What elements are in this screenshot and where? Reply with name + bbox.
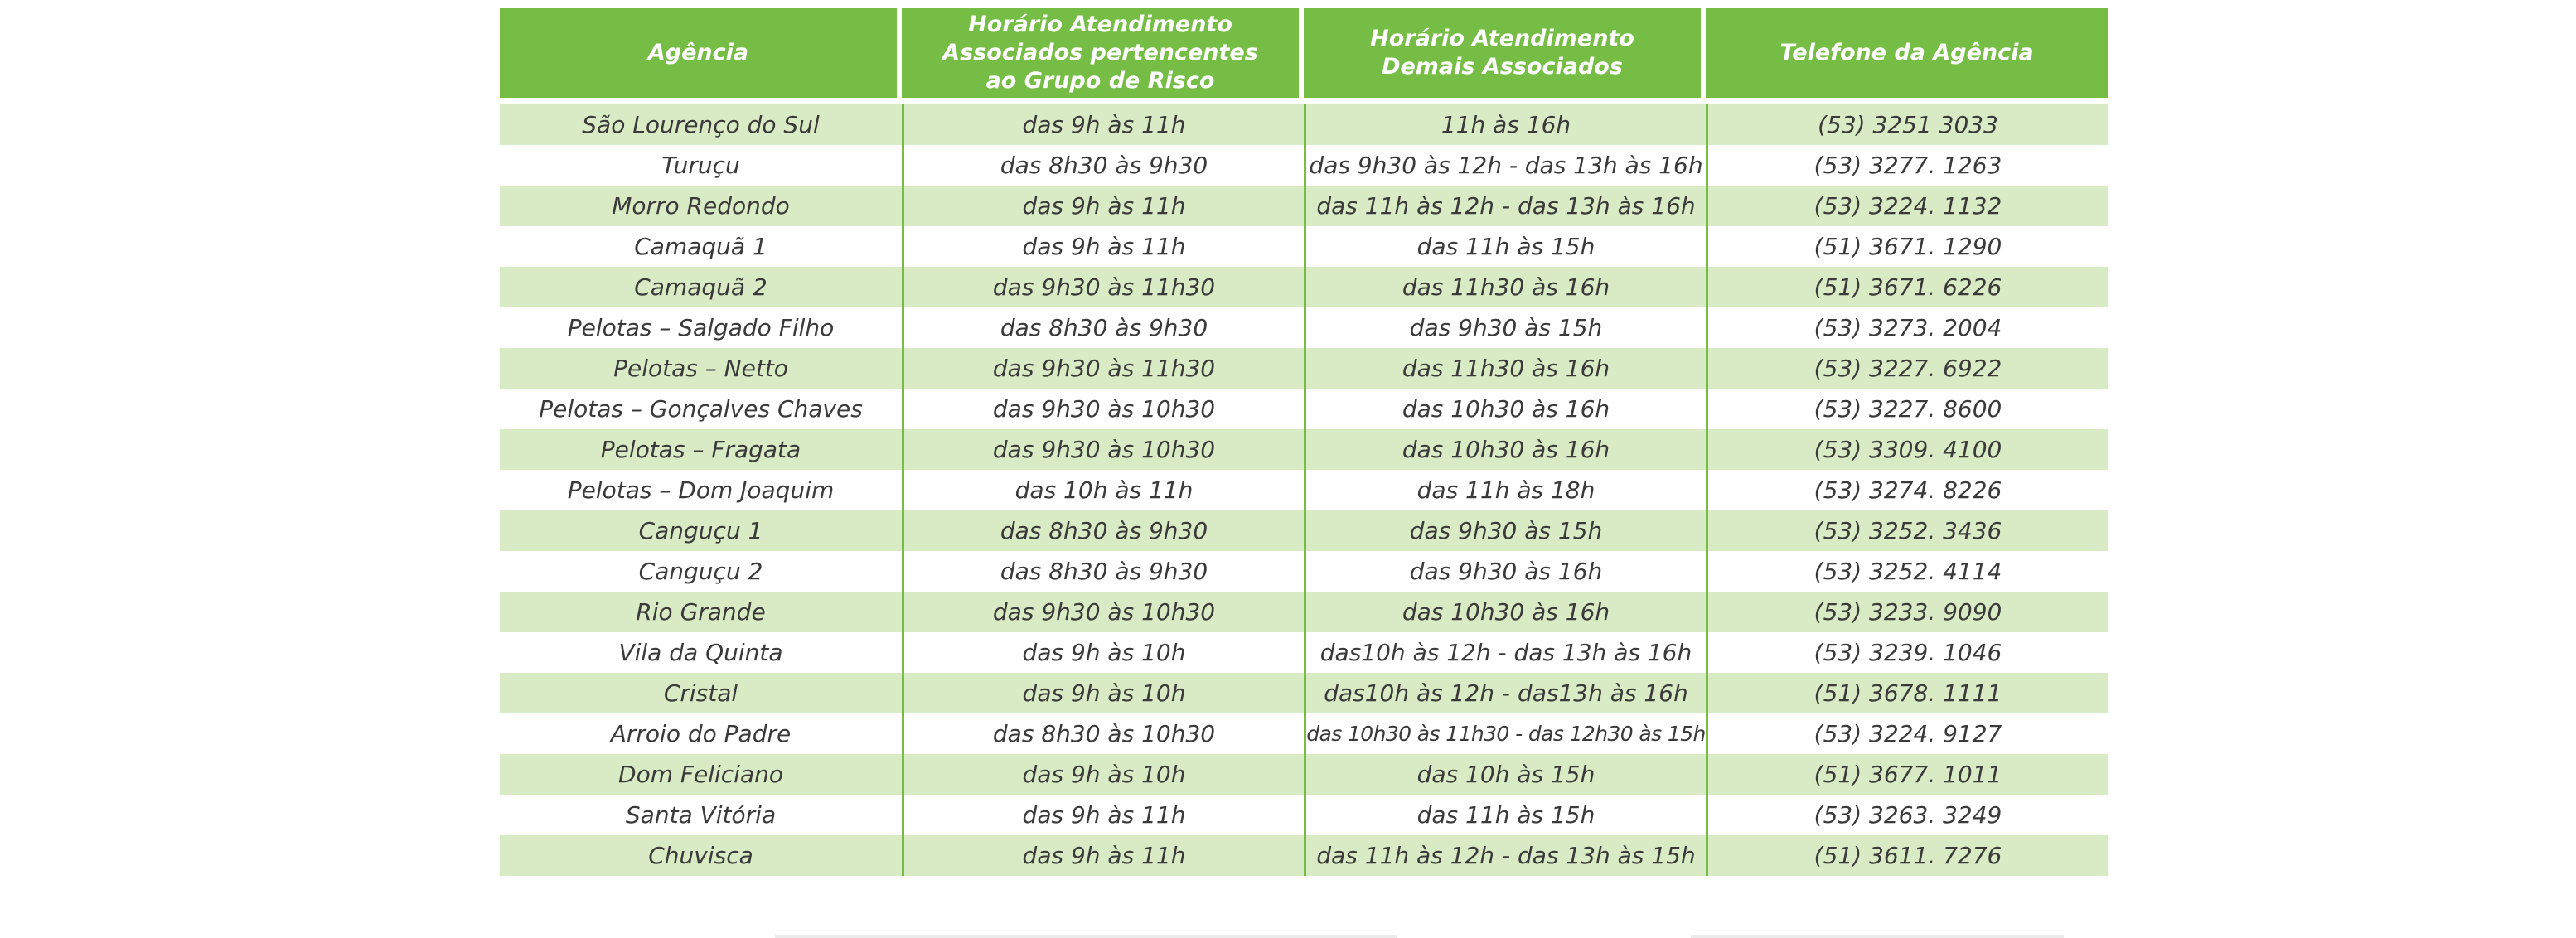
cell-horario-grupo-risco: das 9h30 às 10h30 (902, 592, 1304, 632)
table-row (500, 673, 2108, 713)
cell-telefone: (53) 3252. 4114 (1706, 551, 2108, 592)
cell-horario-grupo-risco: das 9h30 às 10h30 (902, 429, 1304, 470)
cell-horario-demais: das 9h30 às 12h - das 13h às 16h (1304, 145, 1706, 186)
cell-agencia: Morro Redondo (500, 186, 902, 226)
table-row (500, 632, 2108, 673)
cell-agencia: Camaquã 2 (500, 267, 902, 307)
cell-agencia: Chuvisca (500, 835, 902, 876)
cell-agencia: Vila da Quinta (500, 632, 902, 673)
table-row (500, 186, 2108, 226)
footer-faint-text-left (775, 935, 1397, 938)
cell-horario-demais: das 10h30 às 16h (1304, 389, 1706, 429)
cell-horario-grupo-risco: das 8h30 às 10h30 (902, 713, 1304, 754)
cell-horario-grupo-risco: das 9h às 11h (902, 795, 1304, 835)
table-row (500, 510, 2108, 551)
table-row (500, 592, 2108, 632)
cell-horario-demais: das 10h às 15h (1304, 754, 1706, 795)
table-row (500, 470, 2108, 510)
cell-agencia: Pelotas – Gonçalves Chaves (500, 389, 902, 429)
cell-horario-demais: das 11h30 às 16h (1304, 348, 1706, 389)
schedule-table (500, 8, 2108, 876)
cell-telefone: (53) 3277. 1263 (1706, 145, 2108, 186)
cell-agencia: São Lourenço do Sul (500, 104, 902, 145)
header-row (500, 8, 2108, 104)
cell-agencia: Pelotas – Netto (500, 348, 902, 389)
cell-horario-demais: das 11h às 12h - das 13h às 16h (1304, 186, 1706, 226)
cell-telefone: (51) 3671. 1290 (1706, 226, 2108, 267)
table-header (500, 8, 2108, 104)
cell-horario-demais: das 11h às 15h (1304, 795, 1706, 835)
cell-agencia: Arroio do Padre (500, 713, 902, 754)
cell-horario-demais: das 11h30 às 16h (1304, 267, 1706, 307)
cell-telefone: (53) 3227. 6922 (1706, 348, 2108, 389)
cell-agencia: Dom Feliciano (500, 754, 902, 795)
cell-agencia: Canguçu 1 (500, 510, 902, 551)
cell-horario-grupo-risco: das 9h às 10h (902, 632, 1304, 673)
header-agencia: Agência (500, 8, 902, 104)
cell-telefone: (53) 3263. 3249 (1706, 795, 2108, 835)
cell-agencia: Cristal (500, 673, 902, 713)
cell-horario-demais: das 9h30 às 15h (1304, 510, 1706, 551)
cell-horario-grupo-risco: das 9h30 às 10h30 (902, 389, 1304, 429)
table-row (500, 429, 2108, 470)
cell-telefone: (53) 3239. 1046 (1706, 632, 2108, 673)
cell-telefone: (53) 3273. 2004 (1706, 307, 2108, 348)
header-horario-grupo-risco: Horário Atendimento Associados pertencentes ao Grupo de Risco (902, 8, 1304, 104)
cell-horario-demais: das 10h30 às 11h30 - das 12h30 às 15h (1304, 713, 1706, 754)
cell-horario-grupo-risco: das 9h às 11h (902, 186, 1304, 226)
cell-telefone: (53) 3309. 4100 (1706, 429, 2108, 470)
cell-telefone: (53) 3274. 8226 (1706, 470, 2108, 510)
cell-horario-demais: das 11h às 15h (1304, 226, 1706, 267)
cell-horario-grupo-risco: das 10h às 11h (902, 470, 1304, 510)
cell-agencia: Camaquã 1 (500, 226, 902, 267)
table-row (500, 267, 2108, 307)
header-horario-demais: Horário Atendimento Demais Associados (1304, 8, 1706, 104)
cell-agencia: Rio Grande (500, 592, 902, 632)
cell-telefone: (53) 3227. 8600 (1706, 389, 2108, 429)
header-telefone: Telefone da Agência (1706, 8, 2108, 104)
cell-telefone: (51) 3678. 1111 (1706, 673, 2108, 713)
cell-horario-grupo-risco: das 8h30 às 9h30 (902, 145, 1304, 186)
table-row (500, 226, 2108, 267)
table-body (500, 104, 2108, 876)
cell-horario-demais: 11h às 16h (1304, 104, 1706, 145)
cell-horario-demais: das 9h30 às 16h (1304, 551, 1706, 592)
cell-telefone: (51) 3671. 6226 (1706, 267, 2108, 307)
table-row (500, 713, 2108, 754)
cell-horario-demais: das 9h30 às 15h (1304, 307, 1706, 348)
cell-horario-demais: das10h às 12h - das13h às 16h (1304, 673, 1706, 713)
table-row (500, 307, 2108, 348)
table-row (500, 795, 2108, 835)
cell-agencia: Pelotas – Fragata (500, 429, 902, 470)
cell-horario-demais: das 11h às 12h - das 13h às 15h (1304, 835, 1706, 876)
cell-telefone: (53) 3224. 1132 (1706, 186, 2108, 226)
table-row (500, 389, 2108, 429)
cell-telefone: (53) 3252. 3436 (1706, 510, 2108, 551)
cell-horario-grupo-risco: das 9h às 11h (902, 835, 1304, 876)
table-row (500, 835, 2108, 876)
cell-agencia: Canguçu 2 (500, 551, 902, 592)
cell-horario-grupo-risco: das 9h às 11h (902, 104, 1304, 145)
table-row (500, 104, 2108, 145)
cell-horario-grupo-risco: das 9h30 às 11h30 (902, 348, 1304, 389)
cell-telefone: (53) 3251 3033 (1706, 104, 2108, 145)
cell-horario-demais: das10h às 12h - das 13h às 16h (1304, 632, 1706, 673)
cell-agencia: Pelotas – Dom Joaquim (500, 470, 902, 510)
cell-horario-grupo-risco: das 9h30 às 11h30 (902, 267, 1304, 307)
table-row (500, 348, 2108, 389)
cell-agencia: Santa Vitória (500, 795, 902, 835)
cell-telefone: (51) 3677. 1011 (1706, 754, 2108, 795)
cell-horario-grupo-risco: das 9h às 11h (902, 226, 1304, 267)
cell-horario-grupo-risco: das 8h30 às 9h30 (902, 551, 1304, 592)
cell-agencia: Turuçu (500, 145, 902, 186)
footer-faint-text-right (1691, 935, 2064, 938)
cell-telefone: (53) 3224. 9127 (1706, 713, 2108, 754)
cell-horario-grupo-risco: das 8h30 às 9h30 (902, 510, 1304, 551)
table-row (500, 754, 2108, 795)
cell-horario-demais: das 10h30 às 16h (1304, 592, 1706, 632)
cell-telefone: (51) 3611. 7276 (1706, 835, 2108, 876)
table-row (500, 551, 2108, 592)
cell-horario-grupo-risco: das 9h às 10h (902, 673, 1304, 713)
cell-horario-demais: das 10h30 às 16h (1304, 429, 1706, 470)
cell-horario-grupo-risco: das 9h às 10h (902, 754, 1304, 795)
cell-telefone: (53) 3233. 9090 (1706, 592, 2108, 632)
cell-horario-grupo-risco: das 8h30 às 9h30 (902, 307, 1304, 348)
table-row (500, 145, 2108, 186)
cell-horario-demais: das 11h às 18h (1304, 470, 1706, 510)
cell-agencia: Pelotas – Salgado Filho (500, 307, 902, 348)
